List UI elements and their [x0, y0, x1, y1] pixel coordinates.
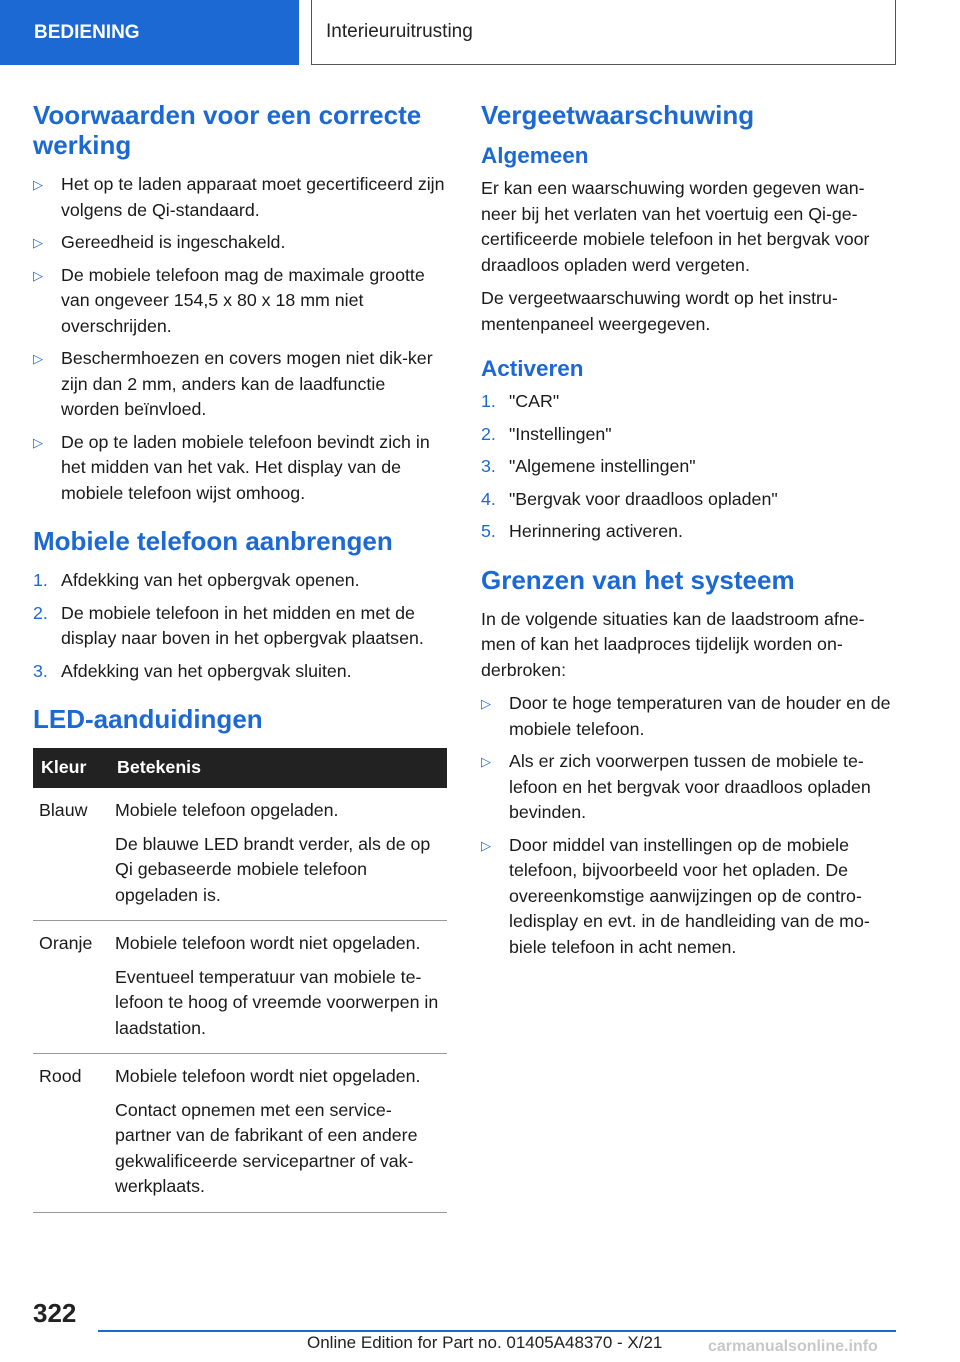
list-item: ▷ Beschermhoezen en covers mogen niet dik-ker zijn dan 2 mm, anders kan de laadfunctie worden beïnvloed.	[33, 348, 433, 419]
activate-steps	[481, 389, 895, 545]
step-item: 1. "CAR"	[481, 391, 560, 411]
limits-list	[481, 691, 895, 960]
step-item: 4. "Bergvak voor draadloos opladen"	[481, 488, 778, 509]
step-item: 5. Herinnering activeren.	[481, 521, 683, 541]
left-column	[33, 100, 447, 1213]
mounting-heading: Mobiele telefoon aanbrengen	[33, 526, 393, 556]
triangle-right-icon: ▷	[481, 837, 491, 853]
general-paragraph: Er kan een waarschuwing worden gegeven wan-neer bij het verlaten van het voertuig een Qi-ge-certificeerde mobiele telefoon in het bergvak voor draadloos opladen werd vergeten.	[481, 178, 870, 275]
led-meaning-cell	[109, 921, 447, 1054]
edition-text: Online Edition for Part no. 01405A48370 - X/21	[307, 1333, 663, 1352]
led-detail: Eventueel temperatuur van mobiele te-lefoon te hoog of vreemde voorwerpen in laadstation.	[115, 966, 439, 1038]
led-table	[33, 748, 447, 1213]
triangle-right-icon: ▷	[33, 177, 43, 192]
column-header-meaning: Betekenis	[109, 748, 447, 788]
triangle-right-icon: ▷	[481, 696, 491, 711]
led-heading: LED-aanduidingen	[33, 704, 263, 734]
conditions-list	[33, 172, 447, 506]
step-item: 3. "Algemene instellingen"	[481, 456, 696, 476]
step-item: 3. Afdekking van het opbergvak sluiten.	[33, 660, 352, 681]
list-item: ▷ De mobiele telefoon mag de maximale grootte van ongeveer 154,5 x 80 x 18 mm niet overschrijden.	[33, 264, 425, 336]
led-color-cell: Rood	[33, 1054, 109, 1213]
step-item: 1. Afdekking van het opbergvak openen.	[33, 570, 360, 590]
list-item: ▷ Het op te laden apparaat moet gecertificeerd zijn volgens de Qi-standaard.	[33, 174, 445, 220]
chapter-title: Interieuruitrusting	[311, 0, 896, 65]
forget-warning-heading: Vergeetwaarschuwing	[481, 100, 755, 130]
footer-divider	[98, 1330, 896, 1332]
triangle-right-icon: ▷	[481, 754, 491, 769]
general-subheading: Algemeen	[481, 143, 589, 168]
list-item: ▷ Door te hoge temperaturen van de houder en de mobiele telefoon.	[481, 693, 891, 739]
led-meaning: Mobiele telefoon wordt niet opgeladen.	[115, 933, 421, 953]
general-paragraph-2: De vergeetwaarschuwing wordt op het instru-mentenpaneel weergegeven.	[481, 288, 838, 334]
mounting-steps	[33, 568, 447, 684]
activate-subheading: Activeren	[481, 356, 584, 381]
led-meaning-cell	[109, 1054, 447, 1213]
limits-intro: In de volgende situaties kan de laadstroom afne-men of kan het laadproces tijdelijk worden on-derbroken:	[481, 608, 865, 680]
table-row	[33, 1054, 447, 1213]
list-item: ▷ Door middel van instellingen op de mobiele telefoon, bijvoorbeeld voor het opladen. De overeenkomstige aanwijzingen op de contro-ledisplay en evt. in de handleiding van de mo-biele telefoon in acht nemen.	[481, 834, 870, 957]
triangle-right-icon: ▷	[33, 235, 43, 250]
watermark: carmanualsonline.info	[708, 1338, 878, 1355]
step-item: 2. De mobiele telefoon in het midden en met de display naar boven in het opbergvak plaatsen.	[33, 602, 424, 648]
triangle-right-icon: ▷	[33, 351, 43, 366]
conditions-heading: Voorwaarden voor een correcte werking	[33, 100, 422, 160]
triangle-right-icon: ▷	[33, 267, 43, 283]
led-color-cell: Oranje	[33, 921, 109, 1054]
led-color-cell: Blauw	[33, 788, 109, 921]
led-meaning: Mobiele telefoon wordt niet opgeladen.	[115, 1066, 421, 1086]
triangle-right-icon: ▷	[33, 434, 43, 450]
led-meaning-cell	[109, 788, 447, 921]
right-column	[481, 100, 895, 980]
step-item: 2. "Instellingen"	[481, 423, 612, 444]
table-row	[33, 921, 447, 1054]
page-number: 322	[33, 1298, 77, 1328]
limits-heading: Grenzen van het systeem	[481, 564, 795, 595]
led-meaning: Mobiele telefoon opgeladen.	[115, 800, 339, 820]
table-header-row	[33, 748, 447, 788]
led-detail: De blauwe LED brandt verder, als de op Qi gebaseerde mobiele telefoon opgeladen is.	[115, 833, 431, 905]
list-item: ▷ Gereedheid is ingeschakeld.	[33, 230, 447, 256]
section-tab: BEDIENING	[0, 0, 299, 65]
list-item: ▷ Als er zich voorwerpen tussen de mobiele te-lefoon en het bergvak voor draadloos opladen bevinden.	[481, 751, 871, 822]
column-header-color: Kleur	[33, 748, 109, 788]
table-row	[33, 788, 447, 921]
list-item: ▷ De op te laden mobiele telefoon bevindt zich in het midden van het vak. Het display van de mobiele telefoon wijst omhoog.	[33, 431, 430, 503]
led-detail: Contact opnemen met een service-partner van de fabrikant of een andere gekwalificeerde servicepartner of vak-werkplaats.	[115, 1099, 418, 1196]
